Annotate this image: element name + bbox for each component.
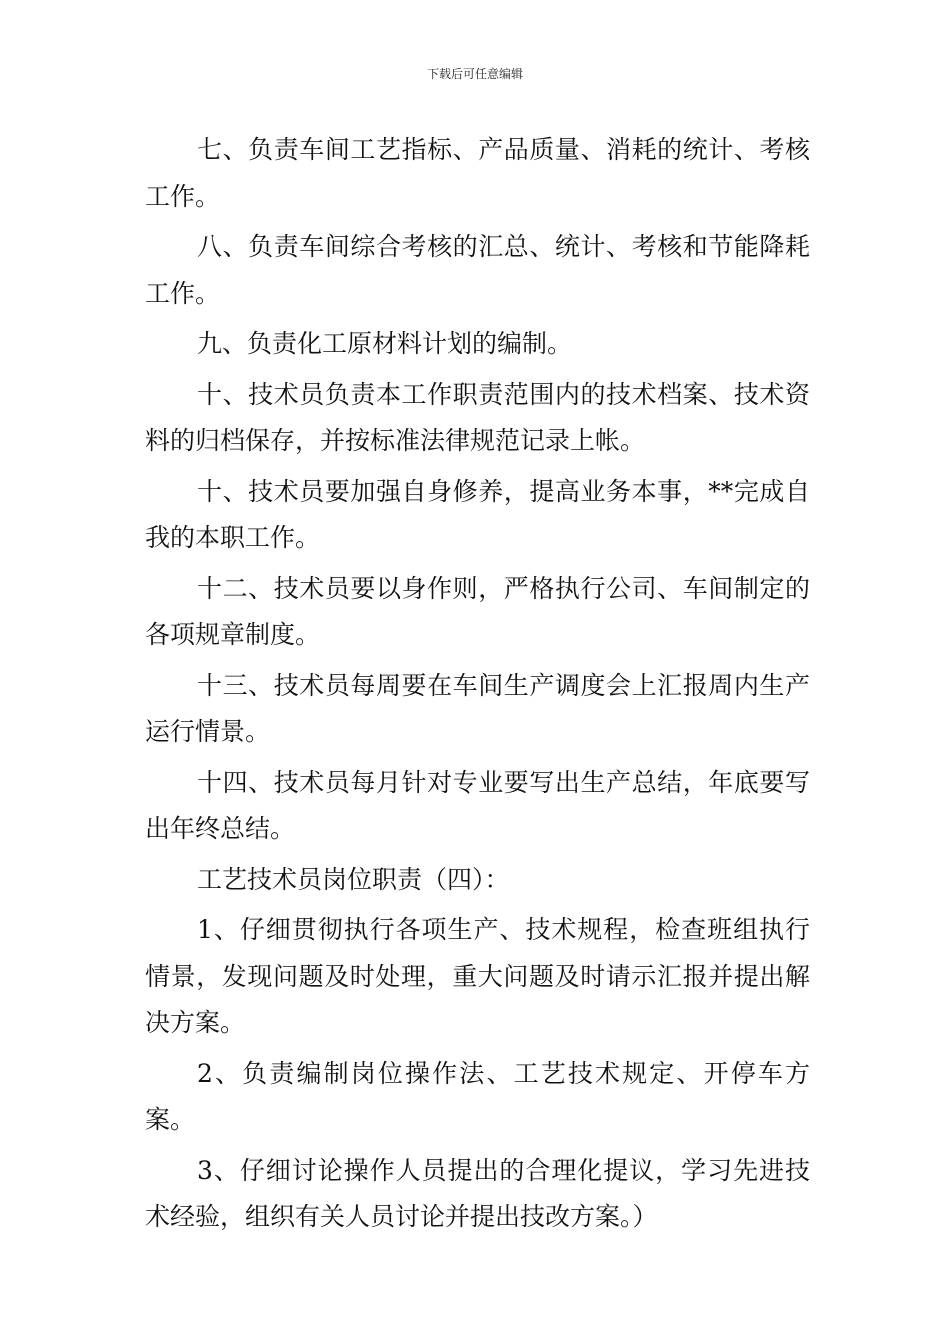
header-note: 下载后可任意编辑 bbox=[426, 67, 523, 81]
paragraph-11: 十、技术员要加强自身修养，提高业务本事，**完成自我的本职工作。 bbox=[145, 476, 810, 552]
paragraph-8: 八、负责车间综合考核的汇总、统计、考核和节能降耗工作。 bbox=[145, 232, 810, 308]
document-body bbox=[145, 127, 810, 1245]
item-1: 1、仔细贯彻执行各项生产、技术规程，检查班组执行情景，发现问题及时处理，重大问题及时请示汇报并提出解决方案。 bbox=[145, 915, 810, 1037]
paragraph-9: 九、负责化工原材料计划的编制。 bbox=[197, 329, 573, 358]
paragraph-12: 十二、技术员要以身作则，严格执行公司、车间制定的各项规章制度。 bbox=[145, 573, 810, 649]
item-2: 2、负责编制岗位操作法、工艺技术规定、开停车方案。 bbox=[145, 1058, 810, 1134]
paragraph-10: 十、技术员负责本工作职责范围内的技术档案、技术资料的归档保存，并按标准法律规范记录上帐。 bbox=[145, 379, 810, 455]
section-heading: 工艺技术员岗位职责（四）： bbox=[197, 864, 510, 894]
paragraph-7: 七、负责车间工艺指标、产品质量、消耗的统计、考核工作。 bbox=[145, 135, 810, 211]
paragraph-13: 十三、技术员每周要在车间生产调度会上汇报周内生产运行情景。 bbox=[145, 670, 810, 746]
item-3: 3、仔细讨论操作人员提出的合理化提议，学习先进技术经验，组织有关人员讨论并提出技改方案。） bbox=[145, 1155, 810, 1231]
paragraph-14: 十四、技术员每月针对专业要写出生产总结，年底要写出年终总结。 bbox=[145, 767, 810, 843]
